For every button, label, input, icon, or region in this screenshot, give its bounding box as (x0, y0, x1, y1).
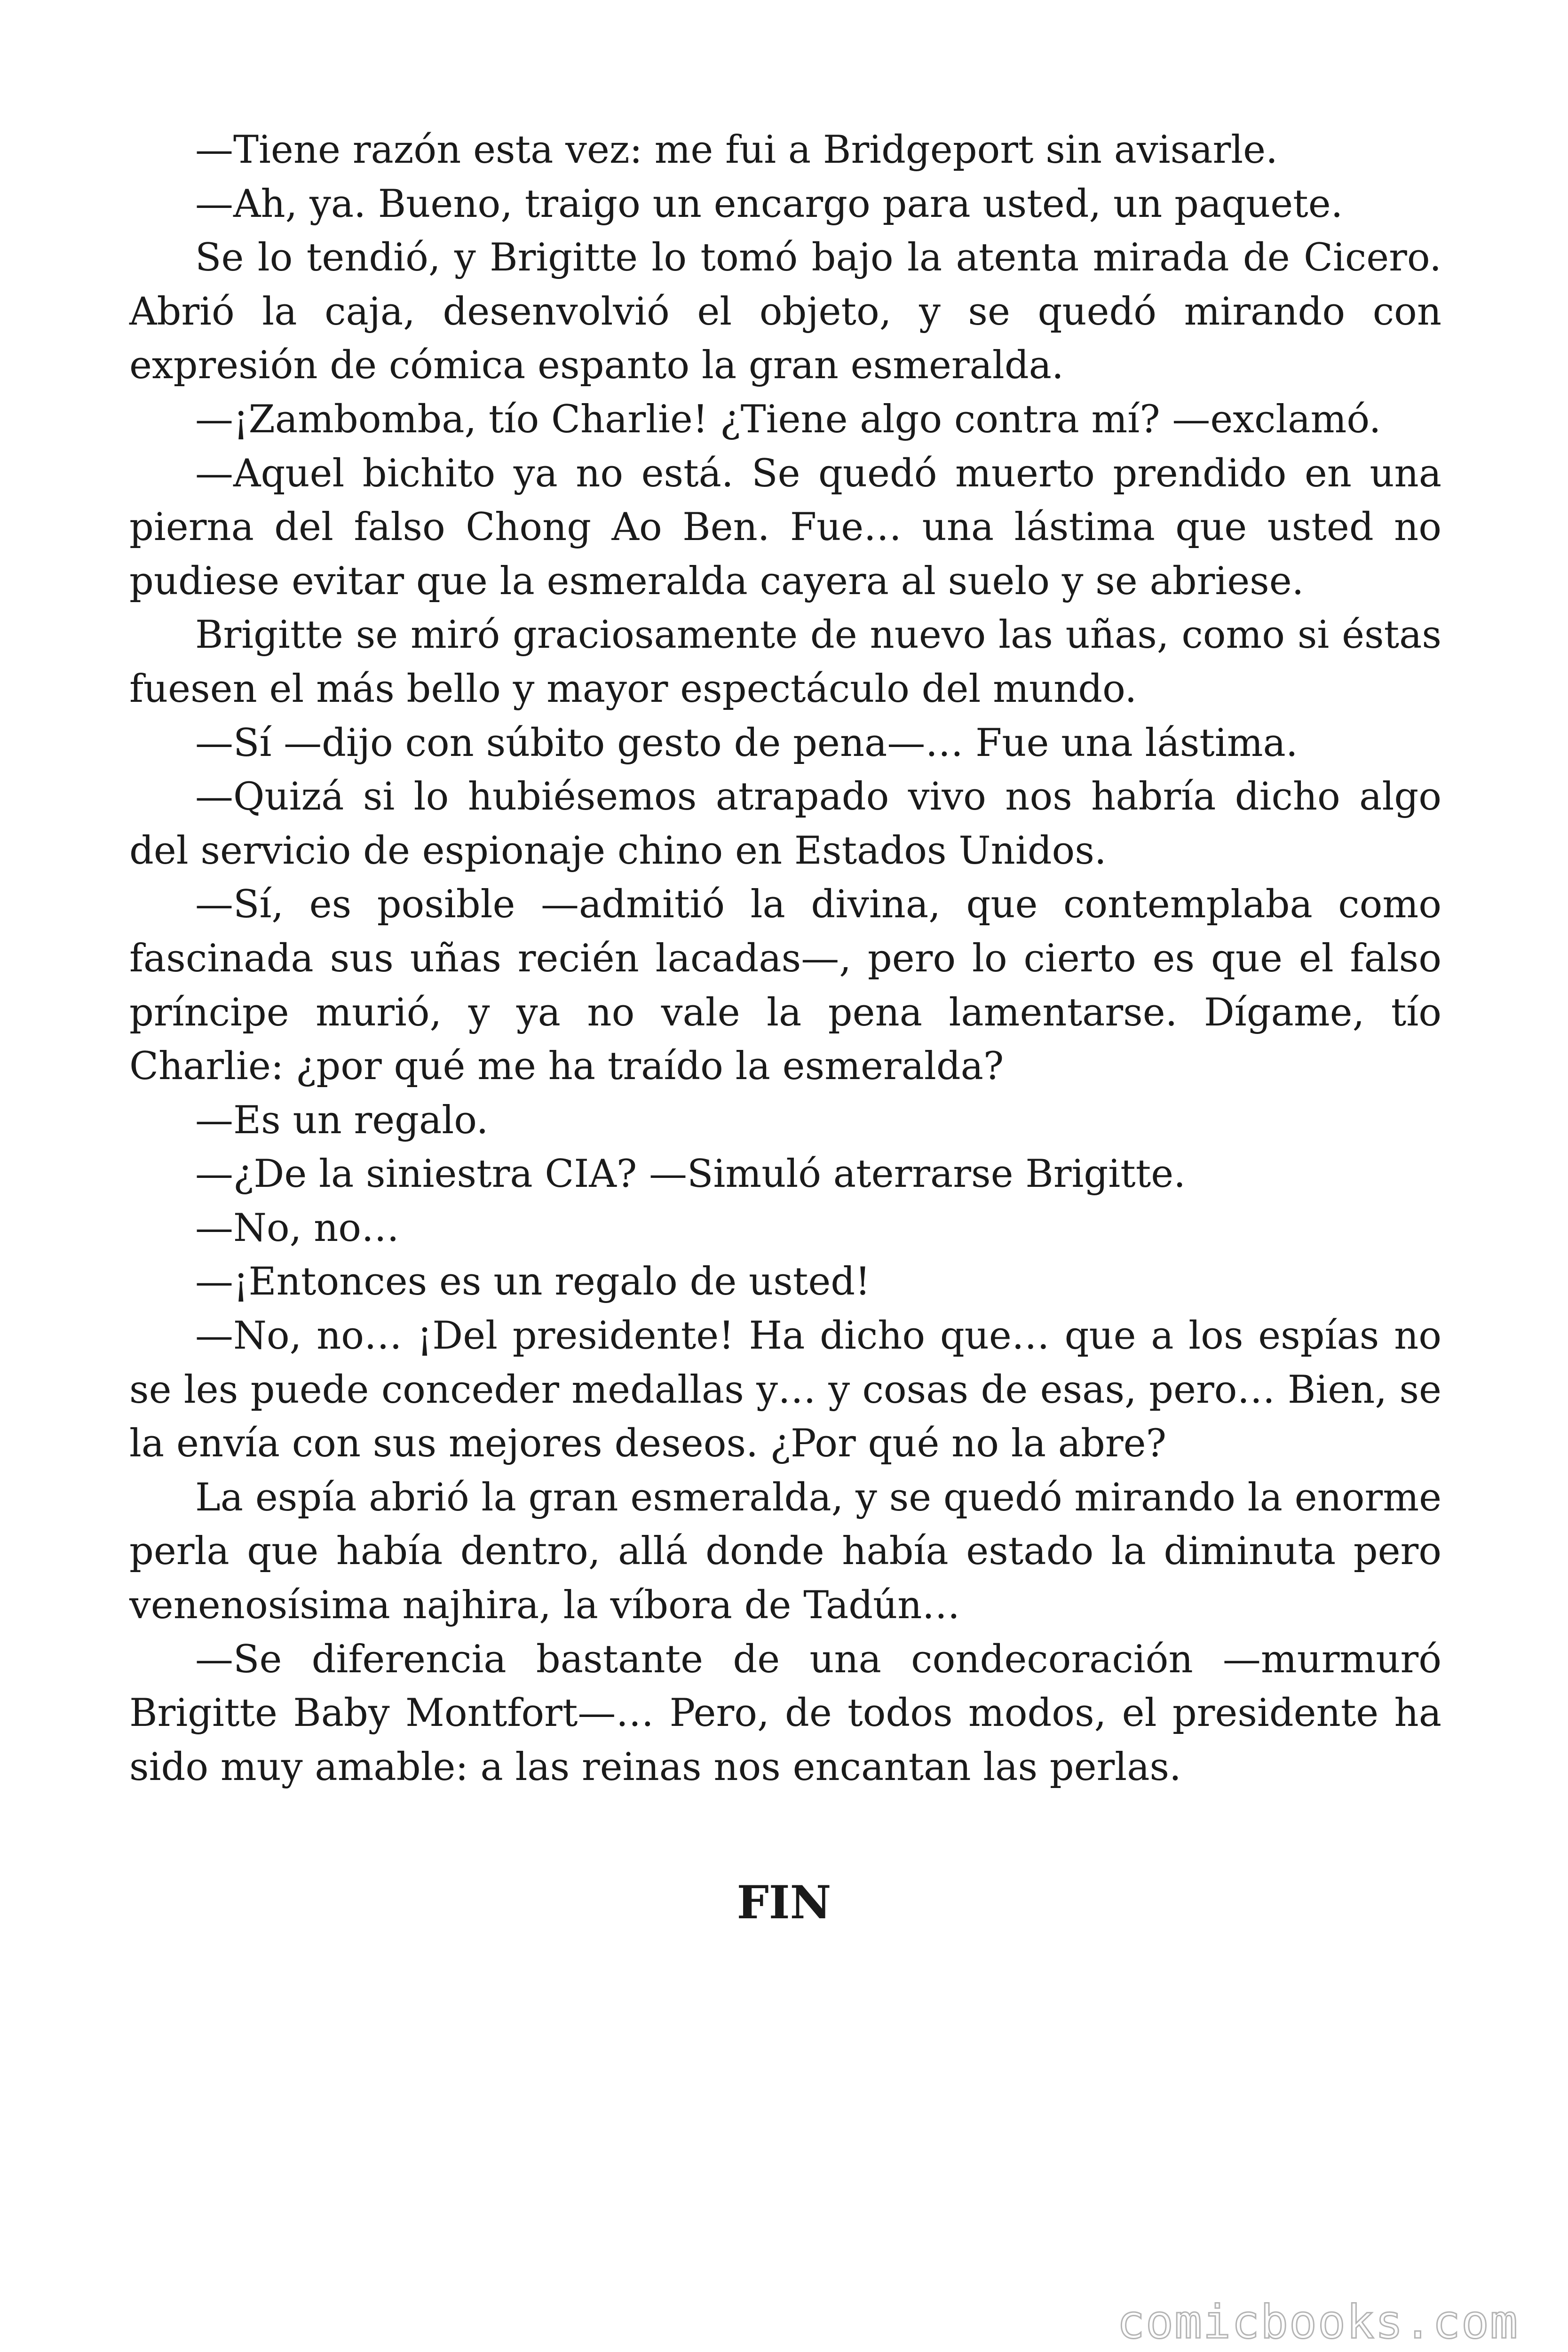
end-mark: FIN (736, 1876, 832, 1929)
paragraph-4: —¡Zambomba, tío Charlie! ¿Tiene algo contra mí? —exclamó. (195, 397, 1381, 442)
paragraph-5: —Aquel bichito ya no está. Se quedó muerto prendido en una pierna del falso Chong Ao Ben. Fue… una lástima que usted no pudiese evitar que la esmeralda cayera al suelo y se abriese. (129, 451, 1441, 604)
paragraph-2: —Ah, ya. Bueno, traigo un encargo para usted, un paquete. (195, 182, 1343, 226)
body-text (129, 123, 1441, 1794)
watermark: comicbooks.com (1117, 2296, 1519, 2349)
paragraph-10: —Es un regalo. (195, 1098, 489, 1143)
paragraph-13: —¡Entonces es un regalo de usted! (195, 1260, 871, 1304)
paragraph-14: —No, no… ¡Del presidente! Ha dicho que… que a los espías no se les puede conceder medallas y… y cosas de esas, pero… Bien, se la envía con sus mejores deseos. ¿Por qué no la abre? (129, 1314, 1441, 1466)
paragraph-3: Se lo tendió, y Brigitte lo tomó bajo la atenta mirada de Cicero. Abrió la caja, desenvolvió el objeto, y se quedó mirando con expresión de cómica espanto la gran esmeralda. (129, 236, 1441, 388)
paragraph-16: —Se diferencia bastante de una condecoración —murmuró Brigitte Baby Montfort—… Pero, de todos modos, el presidente ha sido muy amable: a las reinas nos encantan las perlas. (129, 1637, 1441, 1789)
paragraph-7: —Sí —dijo con súbito gesto de pena—… Fue una lástima. (195, 721, 1298, 765)
paragraph-11: —¿De la siniestra CIA? —Simuló aterrarse Brigitte. (195, 1152, 1186, 1197)
paragraph-6: Brigitte se miró graciosamente de nuevo las uñas, como si éstas fuesen el más bello y mayor espectáculo del mundo. (129, 613, 1441, 711)
paragraph-12: —No, no… (195, 1206, 400, 1250)
paragraph-9: —Sí, es posible —admitió la divina, que contemplaba como fascinada sus uñas recién lacadas—, pero lo cierto es que el falso príncipe murió, y ya no vale la pena lamentarse. Dígame, tío Charlie: ¿por qué me ha traído la esmeralda? (129, 882, 1441, 1089)
paragraph-1: —Tiene razón esta vez: me fui a Bridgeport sin avisarle. (195, 128, 1278, 172)
paragraph-15: La espía abrió la gran esmeralda, y se quedó mirando la enorme perla que había dentro, allá donde había estado la diminuta pero venenosísima najhira, la víbora de Tadún… (129, 1475, 1441, 1628)
paragraph-8: —Quizá si lo hubiésemos atrapado vivo nos habría dicho algo del servicio de espionaje chino en Estados Unidos. (129, 775, 1441, 873)
